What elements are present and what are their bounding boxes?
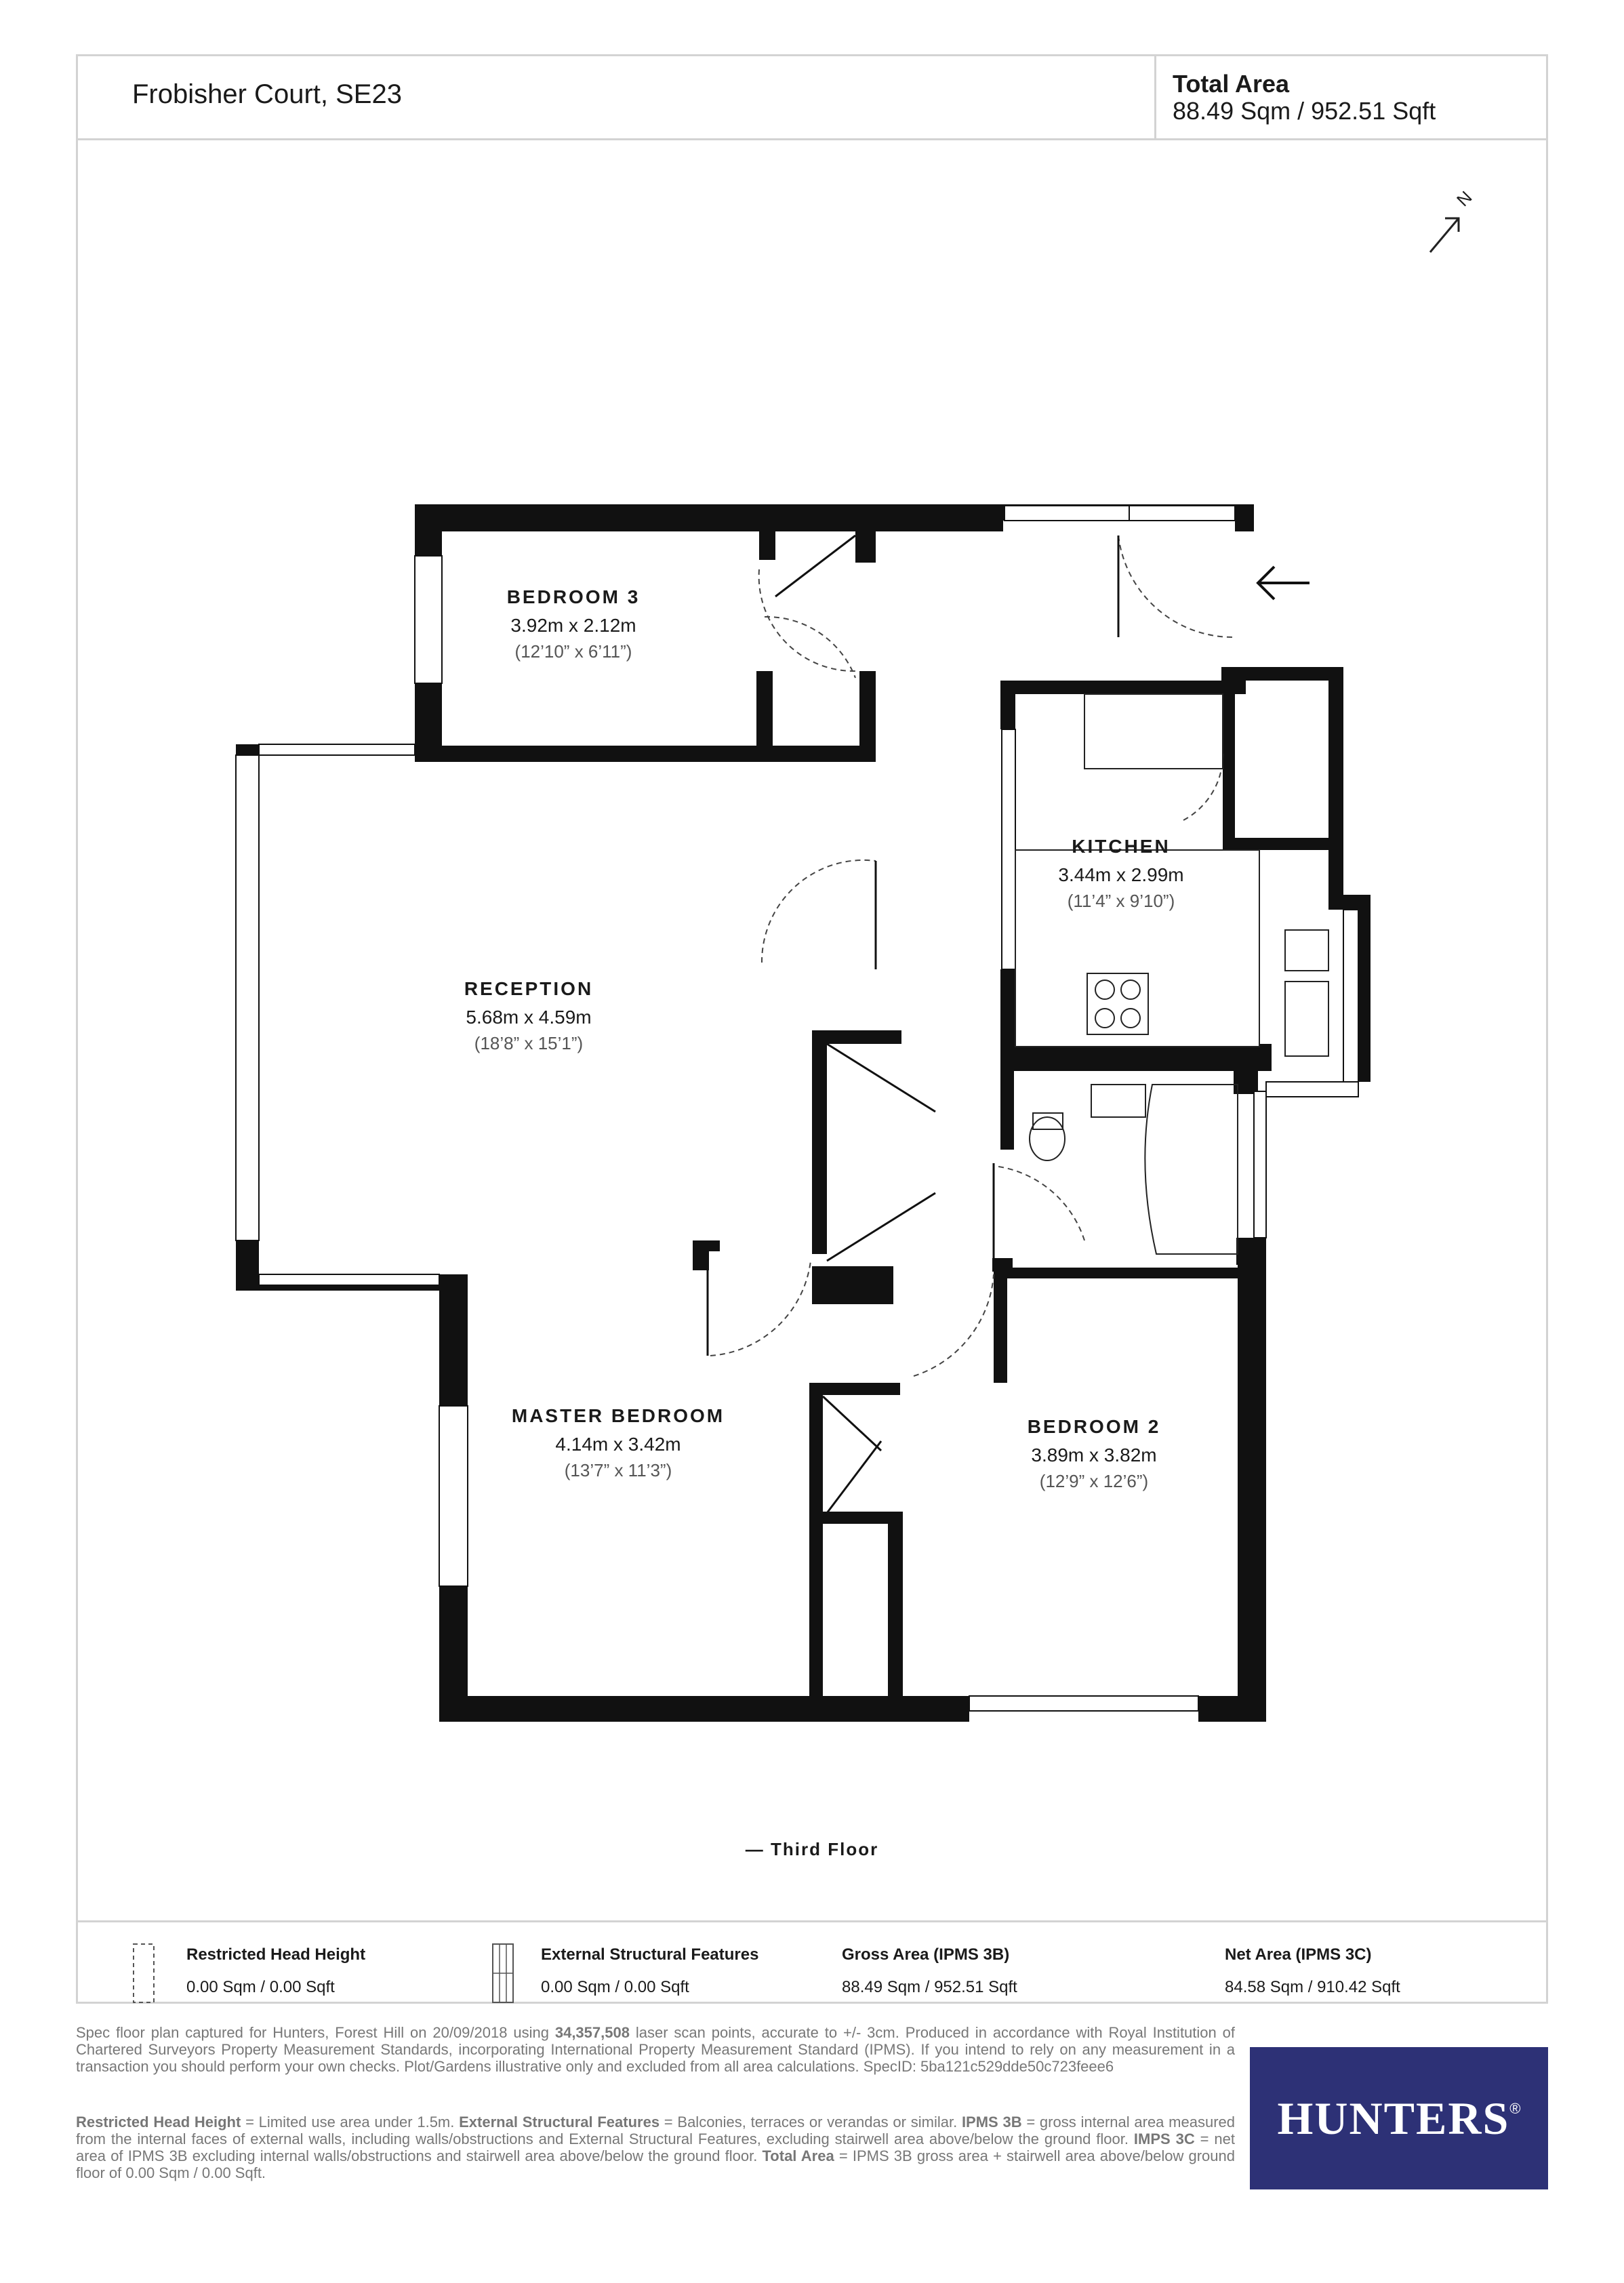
- room-metric: 5.68m x 4.59m: [466, 1007, 592, 1028]
- legend-net-value: 84.58 Sqm / 910.42 Sqft: [1225, 1978, 1400, 1996]
- room-name: KITCHEN: [1072, 836, 1171, 857]
- logo-text: HUNTERS: [1277, 2092, 1510, 2144]
- room-imperial: (12’9” x 12’6”): [1039, 1471, 1149, 1491]
- legend-net-title: Net Area (IPMS 3C): [1225, 1945, 1372, 1964]
- entrance-arrow-icon: [1258, 567, 1310, 599]
- def-3c: = net area of IPMS 3B excluding internal walls/obstructions and stairwell area above/below the ground floor.: [76, 2130, 1235, 2164]
- legend-external-value: 0.00 Sqm / 0.00 Sqft: [541, 1978, 689, 1996]
- def-3b-term: IPMS 3B: [961, 2114, 1022, 2130]
- room-name: BEDROOM 3: [506, 586, 641, 607]
- legend-gross-value: 88.49 Sqm / 952.51 Sqft: [842, 1978, 1017, 1996]
- total-area-value: 88.49 Sqm / 952.51 Sqft: [1173, 97, 1436, 125]
- legend-restricted-value: 0.00 Sqm / 0.00 Sqft: [186, 1978, 335, 1996]
- def-rhh: = Limited use area under 1.5m.: [241, 2114, 460, 2130]
- room-name: BEDROOM 2: [1027, 1416, 1161, 1437]
- room-metric: 3.44m x 2.99m: [1058, 864, 1184, 885]
- walls: [236, 504, 1371, 1722]
- room-name: RECEPTION: [464, 978, 594, 999]
- legend-gross-title: Gross Area (IPMS 3B): [842, 1945, 1010, 1964]
- logo-mark: ®: [1509, 2100, 1521, 2117]
- room-imperial: (12’10” x 6’11”): [514, 641, 632, 662]
- room-imperial: (18’8” x 15’1”): [474, 1033, 584, 1053]
- toilet-icon: [1030, 1117, 1065, 1160]
- def-3b: = gross internal area measured from the internal faces of external walls, including walls/obstructions and External Structural Features, excluding stairwell area above/below the ground floor.: [76, 2114, 1235, 2147]
- footnote-spec-a: Spec floor plan captured for Hunters, Forest Hill on 20/09/2018 using: [76, 2024, 555, 2041]
- room-imperial: (11’4” x 9’10”): [1067, 891, 1175, 911]
- def-total-term: Total Area: [762, 2147, 834, 2164]
- footnote-definitions: [76, 2114, 1235, 2181]
- def-esf-term: External Structural Features: [459, 2114, 660, 2130]
- bath-icon: [1145, 1085, 1238, 1254]
- def-esf: = Balconies, terraces or verandas or similar.: [659, 2114, 962, 2130]
- basin-icon: [1091, 1085, 1145, 1117]
- room-metric: 3.92m x 2.12m: [510, 615, 636, 636]
- footnote-points: 34,357,508: [554, 2024, 630, 2041]
- sink-icon: [1285, 930, 1328, 971]
- property-name: Frobisher Court, SE23: [132, 79, 402, 109]
- room-metric: 3.89m x 3.82m: [1031, 1444, 1157, 1466]
- room-name: MASTER BEDROOM: [511, 1405, 725, 1426]
- footnote-spec-b: laser scan points, accurate to +/- 3cm. Produced in accordance with Royal Institution of Chartered Surveyors Property Measurement Standards, incorporating International Property Measurement Standard (IPMS). If you intend to rely on any measurement in a transaction you should perform your own checks. Plot/Gardens illustrative only and excluded from all area calculations. SpecID: 5ba121c529dde50c723feee6: [76, 2024, 1236, 2075]
- room-imperial: (13’7” x 11’3”): [564, 1460, 672, 1480]
- total-area-label: Total Area: [1173, 70, 1290, 98]
- compass-label: N: [1453, 186, 1476, 211]
- floor-label: — Third Floor: [745, 1839, 879, 1859]
- north-compass-icon: [1430, 218, 1459, 252]
- hunters-logo: [1250, 2047, 1548, 2189]
- def-rhh-term: Restricted Head Height: [76, 2114, 241, 2130]
- legend-restricted-title: Restricted Head Height: [186, 1945, 366, 1964]
- footnote-spec: [76, 2024, 1235, 2075]
- room-metric: 4.14m x 3.42m: [555, 1434, 681, 1455]
- legend-external-title: External Structural Features: [541, 1945, 759, 1964]
- kitchen-fixtures: [1015, 694, 1328, 1254]
- def-3c-term: IMPS 3C: [1133, 2130, 1195, 2147]
- def-total: = IPMS 3B gross area + stairwell area above/below ground floor of 0.00 Sqm / 0.00 Sqft.: [76, 2147, 1235, 2181]
